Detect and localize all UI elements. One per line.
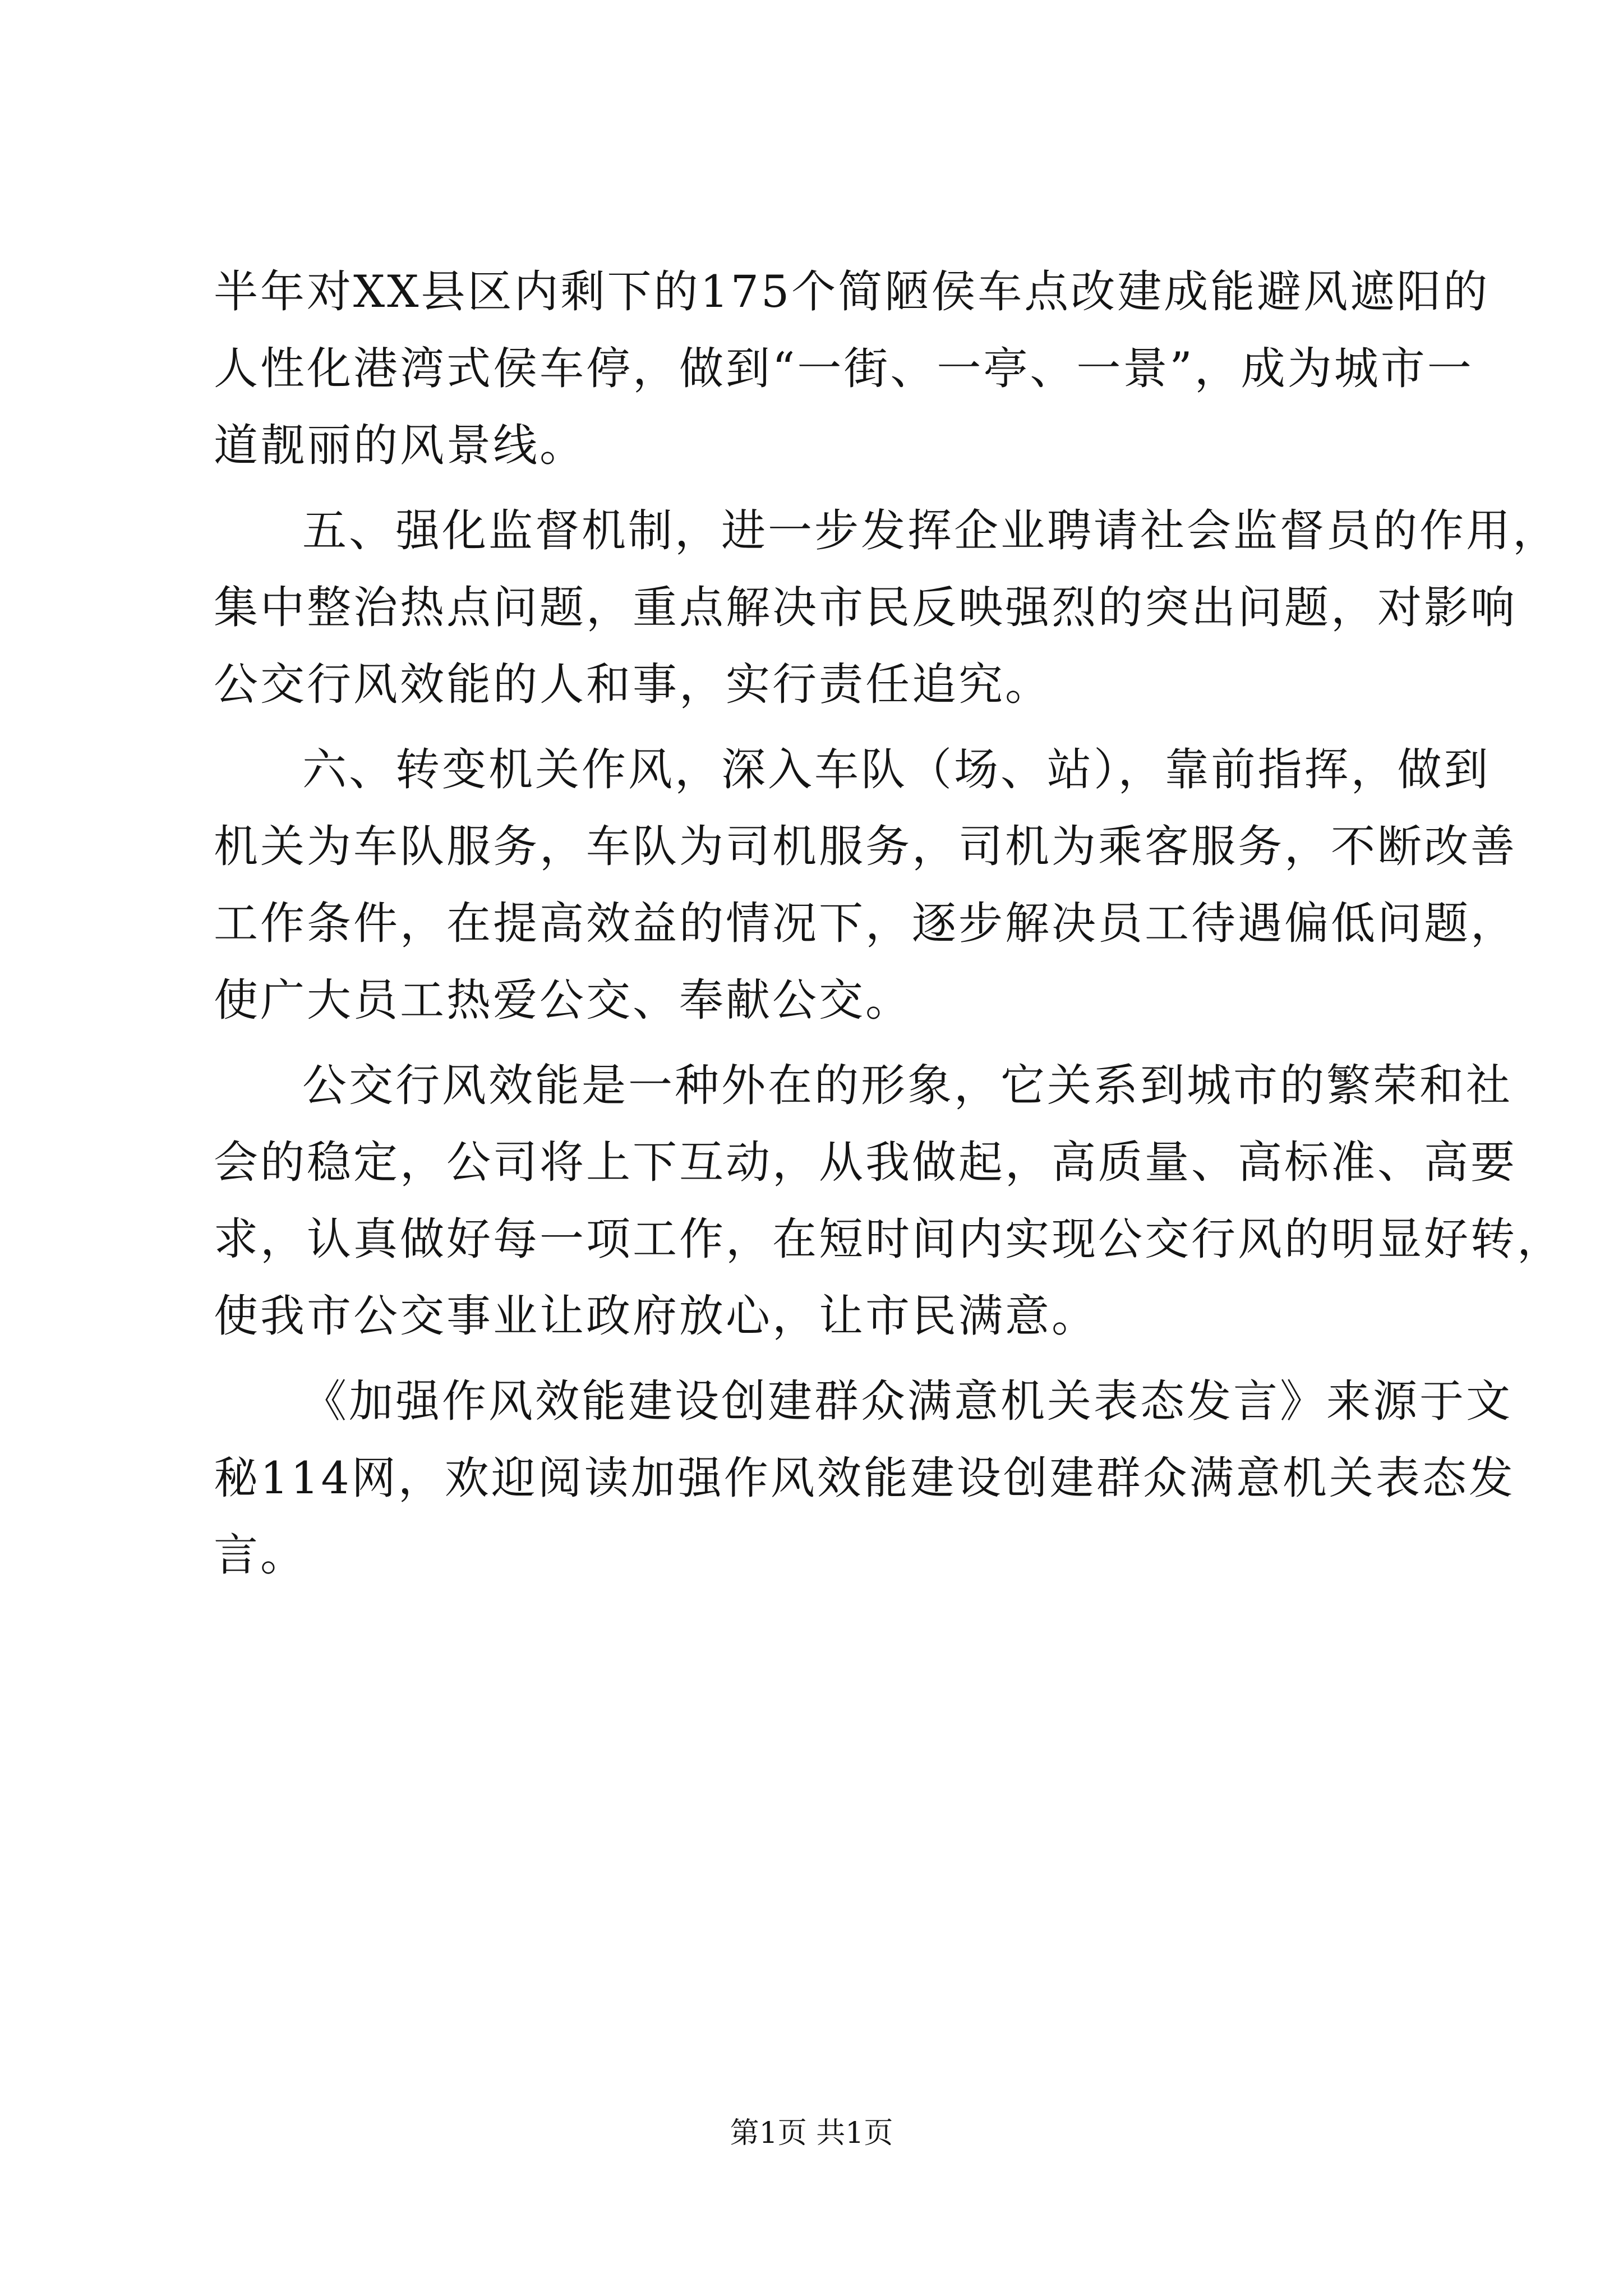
text-line: 机关为车队服务，车队为司机服务，司机为乘客服务，不断改善 bbox=[214, 821, 1517, 872]
text-line: 集中整治热点问题，重点解决市民反映强烈的突出问题，对影响 bbox=[214, 582, 1517, 633]
paragraph-work-style bbox=[214, 731, 1517, 1039]
text-line: 五、强化监督机制，进一步发挥企业聘请社会监督员的作用， bbox=[302, 505, 1559, 556]
text-line: 工作条件，在提高效益的情况下，逐步解决员工待遇偏低问题， bbox=[214, 898, 1517, 949]
paragraph-source-note bbox=[214, 1363, 1515, 1594]
text-line: 道靓丽的风景线。 bbox=[214, 420, 586, 471]
paragraph-continuation bbox=[214, 254, 1490, 484]
text-line: 求，认真做好每一项工作，在短时间内实现公交行风的明显好转， bbox=[214, 1213, 1564, 1265]
paragraph-supervision bbox=[214, 493, 1559, 723]
page-number-footer: 第1页 共1页 bbox=[730, 2116, 893, 2150]
text-line: 六、转变机关作风，深入车队（场、站），靠前指挥，做到 bbox=[302, 744, 1491, 795]
text-line: 《加强作风效能建设创建群众满意机关表态发言》来源于文 bbox=[302, 1375, 1513, 1427]
text-line: 人性化港湾式侯车停，做到“一街、一亭、一景”，成为城市一 bbox=[214, 343, 1474, 394]
text-line: 公交行风效能是一种外在的形象，它关系到城市的繁荣和社 bbox=[302, 1060, 1513, 1111]
text-line: 使广大员工热爱公交、奉献公交。 bbox=[214, 974, 912, 1026]
text-line: 公交行风效能的人和事，实行责任追究。 bbox=[214, 659, 1052, 710]
text-line: 秘114网，欢迎阅读加强作风效能建设创建群众满意机关表态发 bbox=[214, 1452, 1515, 1504]
text-line: 言。 bbox=[214, 1529, 307, 1581]
document-body bbox=[214, 254, 1564, 1594]
text-line: 使我市公交事业让政府放心，让市民满意。 bbox=[214, 1290, 1098, 1342]
paragraph-conclusion bbox=[214, 1047, 1564, 1355]
text-line: 会的稳定，公司将上下互动，从我做起，高质量、高标准、高要 bbox=[214, 1137, 1517, 1188]
text-line: 半年对XX县区内剩下的175个简陋侯车点改建成能避风遮阳的 bbox=[214, 266, 1490, 318]
